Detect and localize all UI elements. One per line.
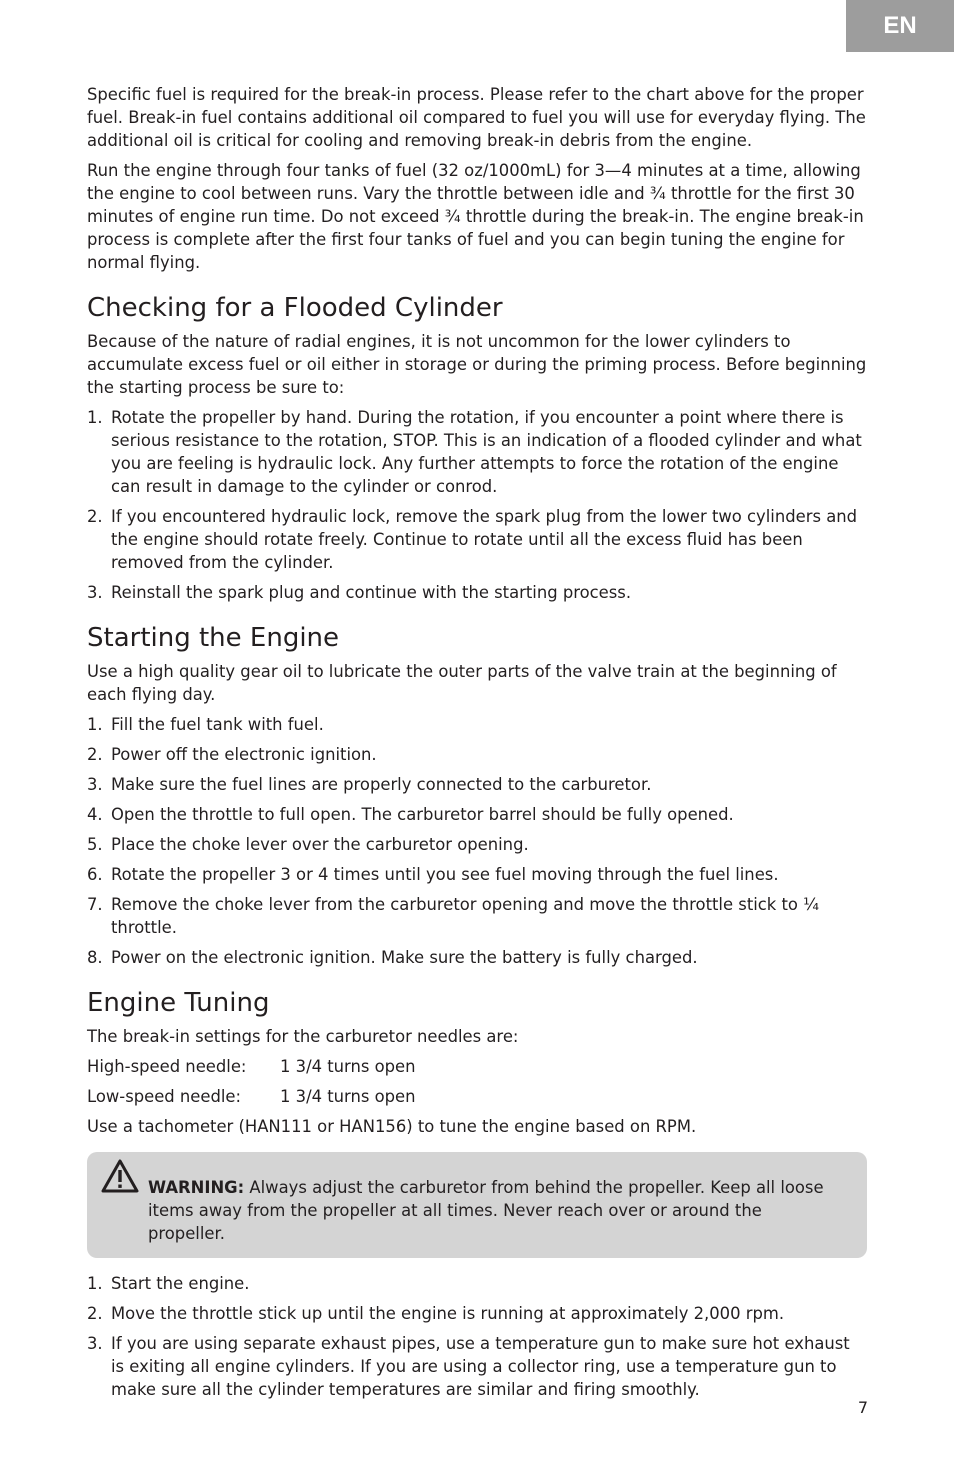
list-item	[87, 1272, 867, 1295]
flooded-steps-list	[87, 406, 867, 604]
page-content	[87, 83, 867, 1408]
step-text: If you encountered hydraulic lock, remove the spark plug from the lower two cylinders and the engine should rotate freely. Continue to rotate until all the excess fluid has been removed from the cylinder.	[111, 507, 858, 572]
warning-body: Always adjust the carburetor from behind the propeller. Keep all loose items away from the propeller at all times. Never reach over or around the propeller.	[148, 1178, 824, 1243]
step-number: 1.	[87, 408, 103, 427]
warning-box	[87, 1152, 867, 1258]
list-item	[87, 773, 867, 796]
language-tab: EN	[846, 0, 954, 52]
step-text: Open the throttle to full open. The carburetor barrel should be fully opened.	[111, 805, 734, 824]
section-heading-flooded: Checking for a Flooded Cylinder	[87, 293, 503, 323]
setting-label: High-speed needle:	[87, 1057, 247, 1076]
needle-setting-high	[87, 1055, 867, 1078]
list-item	[87, 803, 867, 826]
step-number: 6.	[87, 865, 103, 884]
list-item	[87, 1302, 867, 1325]
intro-paragraph: Specific fuel is required for the break-in process. Please refer to the chart above for the proper fuel. Break-in fuel contains additional oil compared to fuel you will use for everyday flying. The additional oil is critical for cooling and removing break-in debris from the engine.	[87, 85, 866, 150]
list-item	[87, 581, 867, 604]
starting-steps-list	[87, 713, 867, 969]
list-item	[87, 893, 867, 939]
needle-setting-low	[87, 1085, 867, 1108]
step-text: If you are using separate exhaust pipes, use a temperature gun to make sure hot exhaust is exiting all engine cylinders. If you are using a collector ring, use a temperature gun to make sure all the cylinder temperatures are similar and firing smoothly.	[111, 1334, 850, 1399]
step-text: Fill the fuel tank with fuel.	[111, 715, 324, 734]
section-intro: The break-in settings for the carburetor needles are:	[87, 1027, 519, 1046]
intro-paragraph: Run the engine through four tanks of fuel (32 oz/1000mL) for 3—4 minutes at a time, allowing the engine to cool between runs. Vary the throttle between idle and ¾ throttle for the first 30 minutes of engine run time. Do not exceed ¾ throttle during the break-in. The engine break-in process is complete after the first four tanks of fuel and you can begin tuning the engine for normal flying.	[87, 161, 864, 272]
step-number: 3.	[87, 583, 103, 602]
step-text: Move the throttle stick up until the engine is running at approximately 2,000 rpm.	[111, 1304, 785, 1323]
step-text: Remove the choke lever from the carburetor opening and move the throttle stick to ¼ throttle.	[111, 895, 820, 937]
list-item	[87, 1332, 867, 1401]
tachometer-note: Use a tachometer (HAN111 or HAN156) to tune the engine based on RPM.	[87, 1117, 697, 1136]
step-text: Reinstall the spark plug and continue with the starting process.	[111, 583, 632, 602]
step-number: 4.	[87, 805, 103, 824]
step-text: Rotate the propeller 3 or 4 times until you see fuel moving through the fuel lines.	[111, 865, 779, 884]
list-item	[87, 505, 867, 574]
list-item	[87, 713, 867, 736]
page-number: 7	[857, 1398, 868, 1417]
warning-triangle-icon	[100, 1158, 140, 1200]
section-intro: Use a high quality gear oil to lubricate the outer parts of the valve train at the beginning of each flying day.	[87, 662, 837, 704]
section-intro: Because of the nature of radial engines, it is not uncommon for the lower cylinders to accumulate excess fuel or oil either in storage or during the priming process. Before beginning the starting process be sure to:	[87, 332, 867, 397]
step-text: Start the engine.	[111, 1274, 250, 1293]
tuning-steps-list	[87, 1272, 867, 1401]
warning-label: WARNING:	[148, 1178, 245, 1197]
warning-text	[148, 1176, 843, 1245]
step-number: 7.	[87, 895, 103, 914]
step-number: 5.	[87, 835, 103, 854]
step-number: 8.	[87, 948, 103, 967]
step-number: 1.	[87, 715, 103, 734]
list-item	[87, 743, 867, 766]
step-number: 2.	[87, 507, 103, 526]
step-number: 3.	[87, 1334, 103, 1353]
step-number: 2.	[87, 745, 103, 764]
step-text: Power on the electronic ignition. Make sure the battery is fully charged.	[111, 948, 698, 967]
section-heading-starting: Starting the Engine	[87, 623, 340, 653]
step-text: Power off the electronic ignition.	[111, 745, 377, 764]
step-number: 3.	[87, 775, 103, 794]
list-item	[87, 406, 867, 498]
section-heading-tuning: Engine Tuning	[87, 988, 270, 1018]
step-number: 2.	[87, 1304, 103, 1323]
step-number: 1.	[87, 1274, 103, 1293]
setting-value: 1 3/4 turns open	[280, 1057, 416, 1076]
step-text: Make sure the fuel lines are properly connected to the carburetor.	[111, 775, 652, 794]
list-item	[87, 863, 867, 886]
step-text: Place the choke lever over the carburetor opening.	[111, 835, 529, 854]
step-text: Rotate the propeller by hand. During the rotation, if you encounter a point where there is serious resistance to the rotation, STOP. This is an indication of a flooded cylinder and what you are feeling is hydraulic lock. Any further attempts to force the rotation of the engine can result in damage to the cylinder or conrod.	[111, 408, 862, 496]
setting-value: 1 3/4 turns open	[280, 1087, 416, 1106]
list-item	[87, 946, 867, 969]
list-item	[87, 833, 867, 856]
setting-label: Low-speed needle:	[87, 1087, 242, 1106]
